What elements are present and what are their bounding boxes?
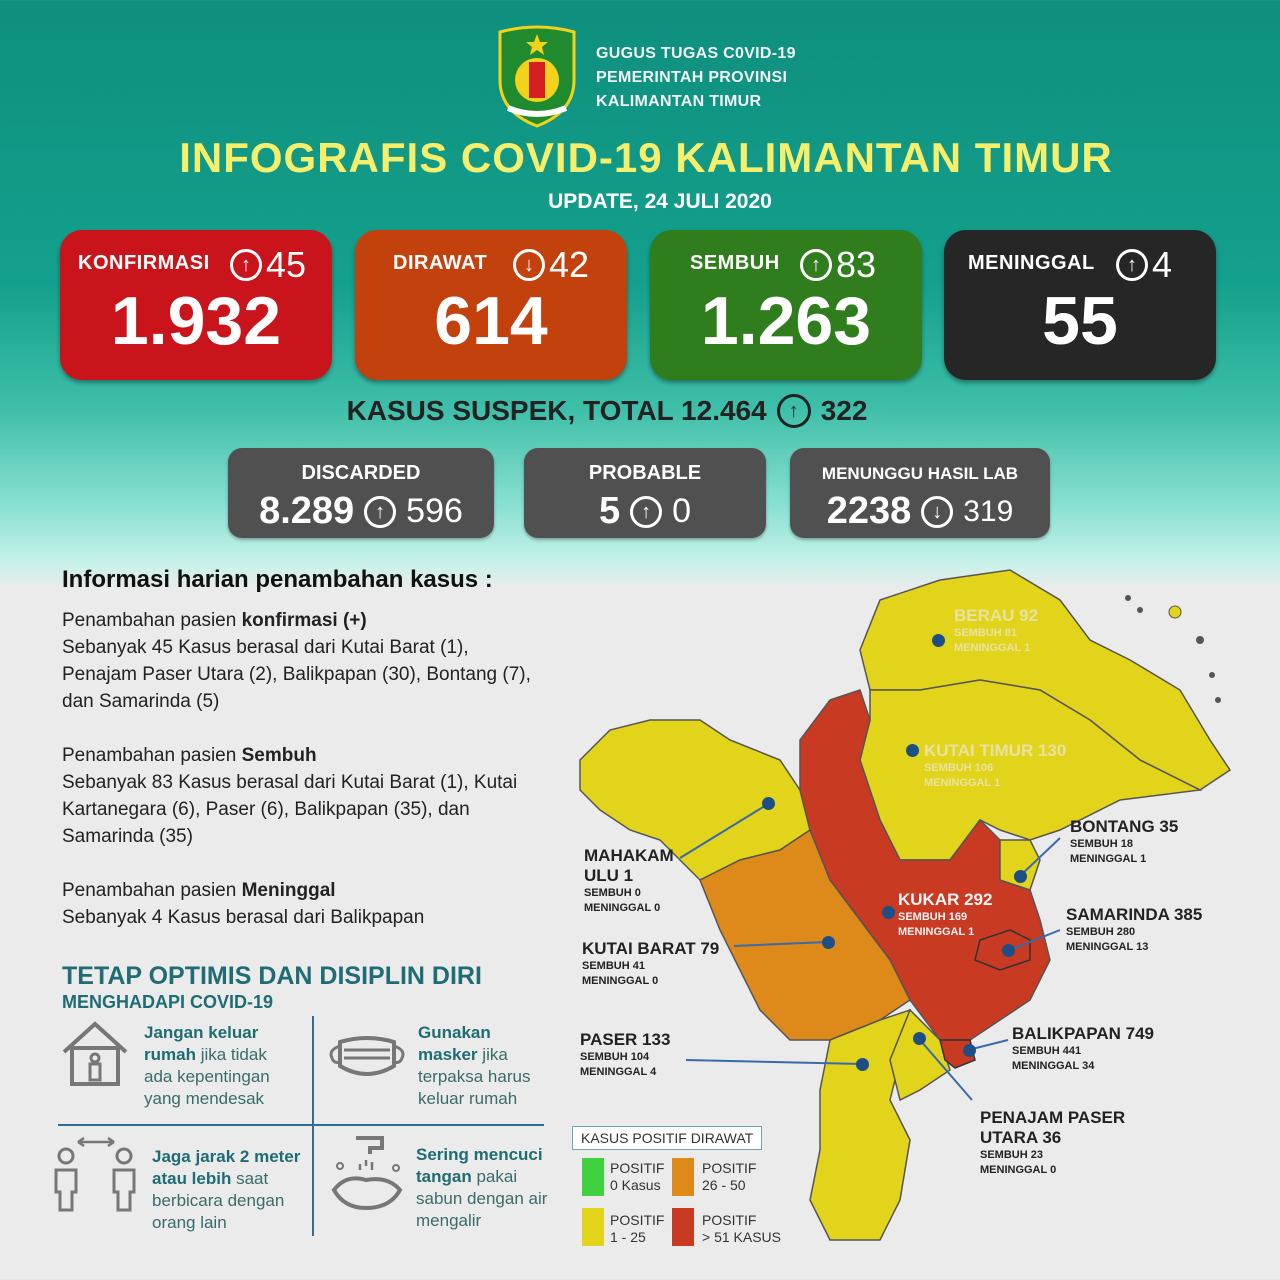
- kutai-timur-sembuh: SEMBUH 106: [924, 762, 994, 774]
- info-sembuh: [62, 742, 542, 850]
- tip-mask-bold: Gunakan masker: [418, 1023, 491, 1064]
- discarded-delta: 596: [406, 492, 463, 530]
- update-date: UPDATE, 24 JULI 2020: [548, 190, 772, 213]
- balikpapan-name: BALIKPAPAN 749: [1012, 1024, 1155, 1043]
- map-region-paser: [810, 1010, 910, 1240]
- legend-red-l1: POSITIF: [702, 1212, 757, 1228]
- dirawat-delta-value: 42: [549, 244, 590, 285]
- balikpapan-sembuh: SEMBUH 441: [1012, 1045, 1082, 1057]
- kutai-timur-label: [924, 741, 1066, 791]
- berau-label: [954, 606, 1038, 656]
- kutai-barat-sembuh: SEMBUH 41: [582, 960, 645, 972]
- mahakam-ulu-meninggal: MENINGGAL 0: [584, 902, 661, 914]
- samarinda-label: [1066, 905, 1202, 955]
- dirawat-card: [355, 230, 627, 380]
- info-konfirmasi-head: Penambahan pasien: [62, 610, 242, 631]
- legend-item-red: [702, 1212, 781, 1246]
- legend-green-l2: 0 Kasus: [610, 1177, 661, 1193]
- header-line2: PEMERINTAH PROVINSI: [596, 69, 788, 86]
- bontang-label: [1070, 817, 1178, 867]
- kutai-barat-name: KUTAI BARAT 79: [582, 939, 720, 958]
- arrow-down-icon: ↓: [513, 249, 545, 281]
- optimis-subtitle: MENGHADAPI COVID-19: [62, 992, 274, 1012]
- ppu-dot: [913, 1032, 926, 1045]
- paser-label: [580, 1030, 670, 1080]
- arrow-up-icon: ↑: [364, 496, 396, 528]
- legend-swatch-green: [582, 1158, 604, 1196]
- probable-value: 5: [598, 490, 621, 532]
- lab-delta: 319: [963, 494, 1014, 528]
- house-icon: [60, 1020, 130, 1088]
- bontang-sembuh: SEMBUH 18: [1070, 838, 1133, 850]
- legend-orange-l1: POSITIF: [702, 1160, 757, 1176]
- suspek-total: [0, 394, 1214, 428]
- tip-handwash-text: pakai sabun dengan air mengalir: [416, 1167, 548, 1230]
- berau-meninggal: MENINGGAL 1: [954, 642, 1031, 654]
- info-konfirmasi-bold: konfirmasi (+): [241, 610, 367, 631]
- samarinda-meninggal: MENINGGAL 13: [1066, 941, 1149, 953]
- berau-dot: [932, 634, 945, 647]
- kutai-barat-meninggal: MENINGGAL 0: [582, 975, 659, 987]
- legend-yellow-l1: POSITIF: [610, 1212, 665, 1228]
- lab-value: 2238: [826, 490, 912, 532]
- header-line1: GUGUS TUGAS C0VID-19: [596, 45, 796, 62]
- mahakam-ulu-label: [584, 846, 694, 916]
- kukar-label: [898, 890, 992, 940]
- tip-distance: [152, 1146, 304, 1234]
- suspek-text: KASUS SUSPEK, TOTAL 12.464: [346, 395, 767, 426]
- mahakam-ulu-dot: [762, 797, 775, 810]
- info-meninggal-head: Penambahan pasien: [62, 880, 242, 901]
- info-konfirmasi-text: Sebanyak 45 Kasus berasal dari Kutai Barat (1), Penajam Paser Utara (2), Balikpapan (30), Bontang (7), dan Samarinda (5): [62, 637, 531, 712]
- tip-handwash-bold: Sering mencuci tangan: [416, 1145, 543, 1186]
- berau-name: BERAU 92: [954, 606, 1039, 625]
- tip-mask: [418, 1022, 548, 1110]
- balikpapan-label: [1012, 1024, 1154, 1074]
- ppu-name: PENAJAM PASER UTARA 36: [980, 1108, 1126, 1147]
- arrow-up-icon: ↑: [800, 249, 832, 281]
- konfirmasi-value: 1.932: [110, 283, 282, 359]
- kutai-timur-dot: [906, 744, 919, 757]
- bontang-meninggal: MENINGGAL 1: [1070, 853, 1147, 865]
- meninggal-delta-value: 4: [1152, 244, 1173, 285]
- kukar-dot: [882, 906, 895, 919]
- paser-meninggal: MENINGGAL 4: [580, 1066, 657, 1078]
- probable-delta: 0: [672, 492, 692, 530]
- konfirmasi-delta-value: 45: [266, 244, 307, 285]
- konfirmasi-label: KONFIRMASI: [78, 252, 210, 274]
- legend-yellow-l2: 1 - 25: [610, 1229, 646, 1245]
- ppu-meninggal: MENINGGAL 0: [980, 1164, 1057, 1176]
- balikpapan-dot: [963, 1044, 976, 1057]
- dirawat-delta: [513, 244, 589, 286]
- ppu-label: [980, 1108, 1140, 1178]
- suspek-delta: 322: [820, 395, 868, 426]
- kukar-sembuh: SEMBUH 169: [898, 911, 968, 923]
- legend-title: KASUS POSITIF DIRAWAT: [572, 1126, 762, 1150]
- info-sembuh-bold: Sembuh: [241, 745, 317, 766]
- kutai-barat-label: [582, 939, 719, 989]
- kukar-meninggal: MENINGGAL 1: [898, 926, 975, 938]
- paser-name: PASER 133: [580, 1030, 671, 1049]
- page-title: INFOGRAFIS COVID-19 KALIMANTAN TIMUR: [179, 134, 1113, 181]
- legend-red-l2: > 51 KASUS: [702, 1229, 781, 1245]
- discarded-card: [228, 448, 494, 538]
- sembuh-label: SEMBUH: [690, 252, 780, 274]
- balikpapan-meninggal: MENINGGAL 34: [1012, 1060, 1095, 1072]
- bontang-dot: [1014, 870, 1027, 883]
- mahakam-ulu-sembuh: SEMBUH 0: [584, 887, 641, 899]
- samarinda-dot: [1002, 944, 1015, 957]
- dirawat-value: 614: [434, 283, 548, 359]
- info-title: Informasi harian penambahan kasus :: [62, 566, 493, 593]
- mask-icon: [326, 1032, 408, 1084]
- tip-handwash: [416, 1144, 552, 1232]
- paser-sembuh: SEMBUH 104: [580, 1051, 650, 1063]
- legend-swatch-orange: [672, 1158, 694, 1196]
- konfirmasi-card: [60, 230, 332, 380]
- probable-label: PROBABLE: [588, 462, 702, 484]
- lab-card: [790, 448, 1050, 538]
- arrow-up-icon: ↑: [777, 394, 811, 428]
- berau-sembuh: SEMBUH 81: [954, 627, 1017, 639]
- arrow-up-icon: ↑: [1116, 249, 1148, 281]
- info-sembuh-text: Sebanyak 83 Kasus berasal dari Kutai Barat (1), Kutai Kartanegara (6), Paser (6), Balikpapan (35), dan Samarinda (35): [62, 772, 518, 847]
- kutai-timur-name: KUTAI TIMUR 130: [924, 741, 1067, 760]
- kutai-timur-meninggal: MENINGGAL 1: [924, 777, 1001, 789]
- info-meninggal-bold: Meninggal: [241, 880, 336, 901]
- header-organization: [596, 42, 796, 114]
- handwash-icon: [326, 1132, 410, 1216]
- legend-item-orange: [702, 1160, 756, 1194]
- info-sembuh-head: Penambahan pasien: [62, 745, 242, 766]
- kutai-barat-dot: [822, 936, 835, 949]
- sembuh-delta-value: 83: [836, 244, 877, 285]
- legend-item-green: [610, 1160, 664, 1194]
- konfirmasi-delta: [230, 244, 306, 286]
- tip-distance-text: saat berbicara dengan orang lain: [152, 1169, 285, 1232]
- header-line3: KALIMANTAN TIMUR: [596, 93, 762, 110]
- discarded-value: 8.289: [259, 490, 355, 532]
- distance-icon: [52, 1134, 140, 1214]
- samarinda-name: SAMARINDA 385: [1066, 905, 1203, 924]
- paser-dot: [856, 1058, 869, 1071]
- info-meninggal: [62, 877, 542, 931]
- legend-green-l1: POSITIF: [610, 1160, 665, 1176]
- bontang-name: BONTANG 35: [1070, 817, 1179, 836]
- ppu-sembuh: SEMBUH 23: [980, 1149, 1043, 1161]
- sembuh-delta: [800, 244, 876, 286]
- arrow-down-icon: ↓: [921, 496, 953, 528]
- arrow-up-icon: ↑: [230, 249, 262, 281]
- legend-item-yellow: [610, 1212, 664, 1246]
- tip-stay-home: [144, 1022, 294, 1110]
- meninggal-card: [944, 230, 1216, 380]
- kaltim-emblem-logo: [494, 24, 580, 128]
- meninggal-delta: [1116, 244, 1172, 286]
- probable-card: [524, 448, 766, 538]
- meninggal-value: 55: [1042, 283, 1118, 359]
- mahakam-ulu-name: MAHAKAM ULU 1: [584, 846, 674, 885]
- tip-stay-home-text: jika tidak ada kepentingan yang mendesak: [144, 1045, 270, 1108]
- dirawat-label: DIRAWAT: [393, 252, 488, 274]
- info-konfirmasi: [62, 607, 542, 715]
- tip-mask-text: jika terpaksa harus keluar rumah: [418, 1045, 531, 1108]
- discarded-label: DISCARDED: [301, 462, 421, 484]
- kukar-name: KUKAR 292: [898, 890, 993, 909]
- sembuh-value: 1.263: [700, 283, 872, 359]
- samarinda-sembuh: SEMBUH 280: [1066, 926, 1136, 938]
- optimis-title: TETAP OPTIMIS DAN DISIPLIN DIRI: [62, 962, 482, 990]
- divider-horizontal: [58, 1124, 544, 1126]
- meninggal-label: MENINGGAL: [968, 252, 1095, 274]
- sembuh-card: [650, 230, 922, 380]
- lab-label: MENUNGGU HASIL LAB: [821, 464, 1019, 483]
- arrow-up-icon: ↑: [630, 496, 662, 528]
- divider-vertical: [312, 1016, 314, 1236]
- info-meninggal-text: Sebanyak 4 Kasus berasal dari Balikpapan: [62, 907, 425, 928]
- tip-distance-bold: Jaga jarak 2 meter atau lebih: [152, 1147, 301, 1188]
- legend-swatch-red: [672, 1208, 694, 1246]
- legend-orange-l2: 26 - 50: [702, 1177, 746, 1193]
- tip-stay-home-bold: Jangan keluar rumah: [144, 1023, 259, 1064]
- legend-swatch-yellow: [582, 1208, 604, 1246]
